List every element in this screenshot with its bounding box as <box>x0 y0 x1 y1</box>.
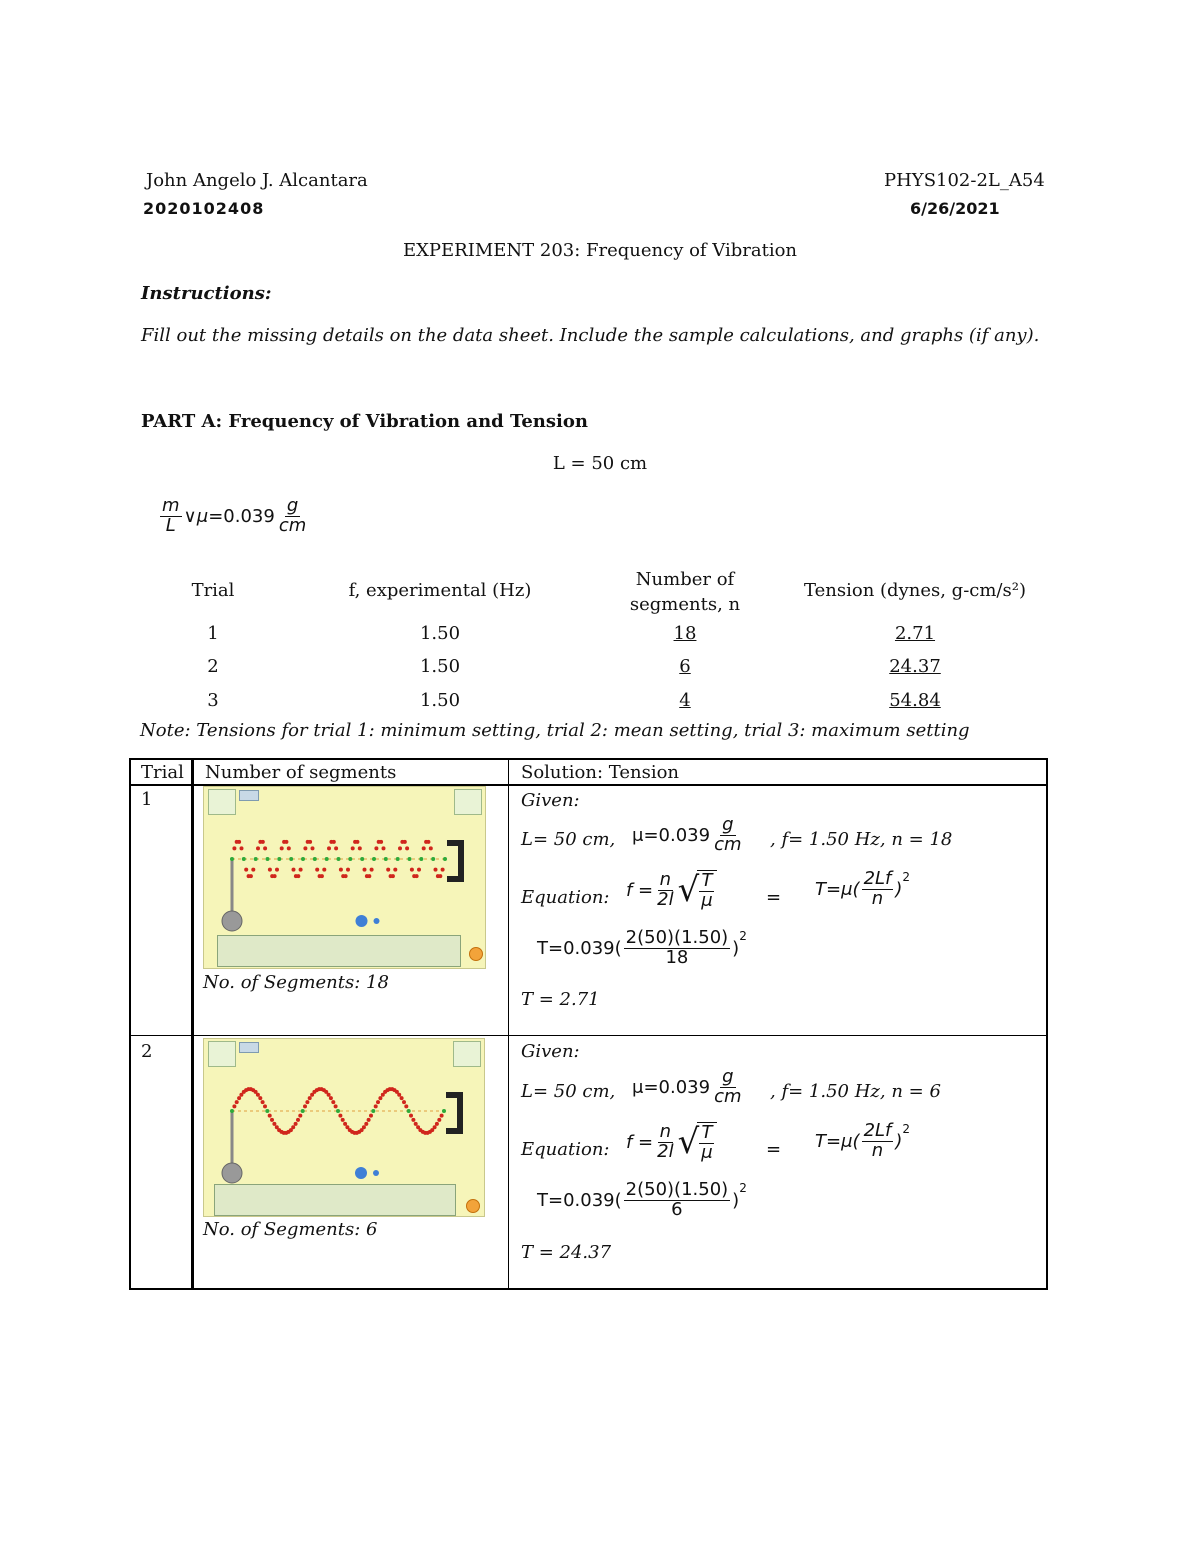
string-bead <box>277 857 281 861</box>
string-bead <box>275 868 279 872</box>
string-bead <box>360 857 364 861</box>
string-bead <box>367 1118 371 1122</box>
string-bead <box>393 868 397 872</box>
course-code: PHYS102-2L_A54 <box>884 170 1045 191</box>
table-header-solution: Solution: Tension <box>521 762 680 783</box>
string-bead <box>242 857 246 861</box>
string-bead <box>263 1104 267 1108</box>
string-bead <box>343 1122 347 1126</box>
string-bead <box>270 1118 274 1122</box>
string-bead <box>315 868 319 872</box>
string-bead <box>358 846 362 850</box>
string-bead <box>371 1109 375 1113</box>
string-bead <box>391 874 395 878</box>
string-bead <box>402 1100 406 1104</box>
string-bead <box>384 857 388 861</box>
string-bead <box>244 868 248 872</box>
string-bead <box>440 1114 444 1118</box>
string-bead <box>408 857 412 861</box>
col-header-segments-2: segments, n <box>629 594 741 615</box>
string-bead <box>294 1122 298 1126</box>
col-header-trial: Trial <box>191 580 235 601</box>
string-bead <box>308 1096 312 1100</box>
trial-2-tension: 24.37 <box>889 656 941 677</box>
string-bead <box>442 1109 446 1113</box>
string-bead <box>435 1122 439 1126</box>
string-bead <box>441 868 445 872</box>
linear-density-formula <box>158 497 310 536</box>
string-bead <box>327 1093 331 1097</box>
string-bead <box>299 868 303 872</box>
trial-1-number: 1 <box>207 623 219 644</box>
wave-simulator-screenshot-2 <box>203 1038 485 1217</box>
string-bead <box>263 846 267 850</box>
string-bead <box>301 857 305 861</box>
string-bead <box>378 1096 382 1100</box>
page-title: EXPERIMENT 203: Frequency of Vibration <box>402 240 798 261</box>
play-icon <box>355 1167 367 1179</box>
wave-simulator-screenshot-1 <box>203 786 486 969</box>
string-bead <box>379 840 383 844</box>
part-a-heading: PART A: Frequency of Vibration and Tension <box>141 411 588 432</box>
row-1-wave-equation: f = $\frac{n}{2l}$ √ $\frac{T}{\mu}$ <box>626 870 717 911</box>
col-header-segments-1: Number of <box>635 569 735 590</box>
string-bead <box>431 857 435 861</box>
table-header-segments: Number of segments <box>205 762 397 783</box>
string-bead <box>327 846 331 850</box>
g-unit: g <box>286 495 299 516</box>
string-bead <box>332 840 336 844</box>
row-1-equals: = <box>766 887 782 908</box>
string-bead <box>329 1096 333 1100</box>
string-bead <box>337 857 341 861</box>
row-1-trial: 1 <box>141 789 153 810</box>
table-header-trial: Trial <box>141 762 184 783</box>
trial-2-segments: 6 <box>679 656 691 677</box>
string-bead <box>419 857 423 861</box>
string-bead <box>311 846 315 850</box>
string-bead <box>296 874 300 878</box>
string-bead <box>303 846 307 850</box>
row-2-given-rest: , f= 1.50 Hz, n = 6 <box>770 1081 941 1102</box>
trial-3-number: 3 <box>207 690 219 711</box>
row-2-result: T = 24.37 <box>521 1242 612 1263</box>
trial-2-frequency: 1.50 <box>419 656 461 677</box>
string-bead <box>291 1125 295 1129</box>
clamp-icon <box>447 843 461 879</box>
row-1-result: T = 2.71 <box>521 989 600 1010</box>
row-2-given-length: L= 50 cm, <box>521 1081 616 1102</box>
string-bead <box>235 1100 239 1104</box>
string-bead <box>303 1104 307 1108</box>
string-bead <box>256 846 260 850</box>
string-bead <box>433 1125 437 1129</box>
string-bead <box>308 840 312 844</box>
cm-unit: cm <box>278 514 307 536</box>
row-1-given-rest: , f= 1.50 Hz, n = 18 <box>770 829 953 850</box>
row-2-equals: = <box>766 1139 782 1160</box>
string-bead <box>325 857 329 861</box>
row-1-equation-label: Equation: <box>521 887 610 908</box>
string-bead <box>336 1109 340 1113</box>
string-bead <box>287 846 291 850</box>
string-bead <box>396 857 400 861</box>
instructions-text: Fill out the missing details on the data sheet. Include the sample calculations, and graphs (if any). <box>141 325 1040 346</box>
trial-2-number: 2 <box>207 656 219 677</box>
string-bead <box>322 868 326 872</box>
string-bead <box>284 840 288 844</box>
string-bead <box>289 857 293 861</box>
string-bead <box>265 1109 269 1113</box>
step-icon <box>373 1170 379 1176</box>
string-bead <box>429 846 433 850</box>
length-value: L = 50 cm <box>552 453 648 474</box>
oscillator-wheel <box>222 911 242 931</box>
string-bead <box>382 846 386 850</box>
row-2-caption: No. of Segments: 6 <box>203 1219 378 1240</box>
clamp-icon <box>446 1095 460 1131</box>
string-bead <box>254 857 258 861</box>
string-bead <box>251 868 255 872</box>
trial-3-segments: 4 <box>679 690 691 711</box>
row-2-calculation: T=0.039( $\frac{2(50)(1.50)}{6}$ ) $^2$ <box>537 1179 747 1220</box>
string-bead <box>249 874 253 878</box>
string-bead <box>232 846 236 850</box>
string-bead <box>414 1122 418 1126</box>
string-bead <box>339 868 343 872</box>
string-bead <box>374 846 378 850</box>
row-2-given-mu: μ=0.039 $\frac{g}{cm}$ <box>632 1066 742 1107</box>
string-bead <box>240 846 244 850</box>
string-bead <box>364 1122 368 1126</box>
string-bead <box>362 1125 366 1129</box>
string-bead <box>386 868 390 872</box>
row-1-given-label: Given: <box>521 790 580 811</box>
date: 6/26/2021 <box>910 199 1000 218</box>
string-bead <box>426 840 430 844</box>
string-bead <box>230 857 234 861</box>
string-bead <box>256 1093 260 1097</box>
string-bead <box>258 1096 262 1100</box>
trial-3-frequency: 1.50 <box>419 690 461 711</box>
mu-symbol: μ <box>196 505 209 527</box>
string-bead <box>410 868 414 872</box>
string-bead <box>355 840 359 844</box>
row-2-given-label: Given: <box>521 1041 580 1062</box>
step-icon <box>374 918 380 924</box>
instructions-heading: Instructions: <box>141 283 272 304</box>
student-name: John Angelo J. Alcantara <box>146 170 368 191</box>
string-bead <box>344 874 348 878</box>
string-bead <box>232 1104 236 1108</box>
string-bead <box>400 1096 404 1100</box>
row-1-given-mu: μ=0.039 $\frac{g}{cm}$ <box>632 814 742 855</box>
string-bead <box>261 840 265 844</box>
string-bead <box>407 1109 411 1113</box>
string-bead <box>268 1114 272 1118</box>
string-bead <box>261 1100 265 1104</box>
row-1-caption: No. of Segments: 18 <box>203 972 389 993</box>
string-bead <box>301 1109 305 1113</box>
string-bead <box>268 868 272 872</box>
col-header-frequency: f, experimental (Hz) <box>348 580 532 601</box>
string-bead <box>422 846 426 850</box>
string-bead <box>313 857 317 861</box>
string-bead <box>405 846 409 850</box>
string-bead <box>338 1114 342 1118</box>
string-bead <box>237 1096 241 1100</box>
string-bead <box>305 1100 309 1104</box>
string-bead <box>409 1114 413 1118</box>
string-bead <box>346 868 350 872</box>
string-bead <box>320 874 324 878</box>
col-header-tension: Tension (dynes, g-cm/s²) <box>804 580 1026 601</box>
trial-1-frequency: 1.50 <box>419 623 461 644</box>
string-bead <box>374 1104 378 1108</box>
row-2-wave-equation: f = $\frac{n}{2l}$ √ $\frac{T}{\mu}$ <box>626 1122 717 1163</box>
string-bead <box>370 868 374 872</box>
mu-value: =0.039 <box>208 505 275 527</box>
row-1-tension-equation: T=μ( $\frac{2Lf}{n}$ ) $^2$ <box>815 868 911 909</box>
string-bead <box>280 846 284 850</box>
string-bead <box>237 840 241 844</box>
trial-3-tension: 54.84 <box>889 690 941 711</box>
string-bead <box>292 868 296 872</box>
play-icon <box>356 915 368 927</box>
row-1-calculation: T=0.039( $\frac{2(50)(1.50)}{18}$ ) $^2$ <box>537 927 747 968</box>
string-bead <box>351 846 355 850</box>
row-2-tension-equation: T=μ( $\frac{2Lf}{n}$ ) $^2$ <box>815 1120 911 1161</box>
string-bead <box>348 857 352 861</box>
table-note: Note: Tensions for trial 1: minimum setting, trial 2: mean setting, trial 3: maximum setting <box>140 720 970 741</box>
string-bead <box>363 868 367 872</box>
string-bead <box>415 874 419 878</box>
student-id: 2020102408 <box>143 199 265 218</box>
string-bead <box>341 1118 345 1122</box>
string-bead <box>411 1118 415 1122</box>
L-symbol: L <box>165 514 176 536</box>
string-bead <box>298 1114 302 1118</box>
string-bead <box>438 874 442 878</box>
string-bead <box>266 857 270 861</box>
string-bead <box>331 1100 335 1104</box>
string-bead <box>404 1104 408 1108</box>
string-bead <box>273 874 277 878</box>
string-bead <box>434 868 438 872</box>
oscillator-wheel <box>222 1163 242 1183</box>
string-bead <box>334 846 338 850</box>
string-bead <box>397 1093 401 1097</box>
string-bead <box>403 840 407 844</box>
trial-1-segments: 18 <box>673 623 697 644</box>
string-bead <box>443 857 447 861</box>
string-bead <box>334 1104 338 1108</box>
or-symbol: ∨ <box>183 505 197 527</box>
trial-1-tension: 2.71 <box>894 623 936 644</box>
row-2-trial: 2 <box>141 1041 153 1062</box>
string-bead <box>437 1118 441 1122</box>
row-2-equation-label: Equation: <box>521 1139 610 1160</box>
string-bead <box>369 1114 373 1118</box>
string-bead <box>398 846 402 850</box>
string-bead <box>272 1122 276 1126</box>
row-1-given-length: L= 50 cm, <box>521 829 616 850</box>
string-bead <box>376 1100 380 1104</box>
string-bead <box>296 1118 300 1122</box>
m-symbol: m <box>162 495 180 516</box>
string-bead <box>230 1109 234 1113</box>
string-bead <box>417 868 421 872</box>
string-bead <box>367 874 371 878</box>
string-bead <box>372 857 376 861</box>
